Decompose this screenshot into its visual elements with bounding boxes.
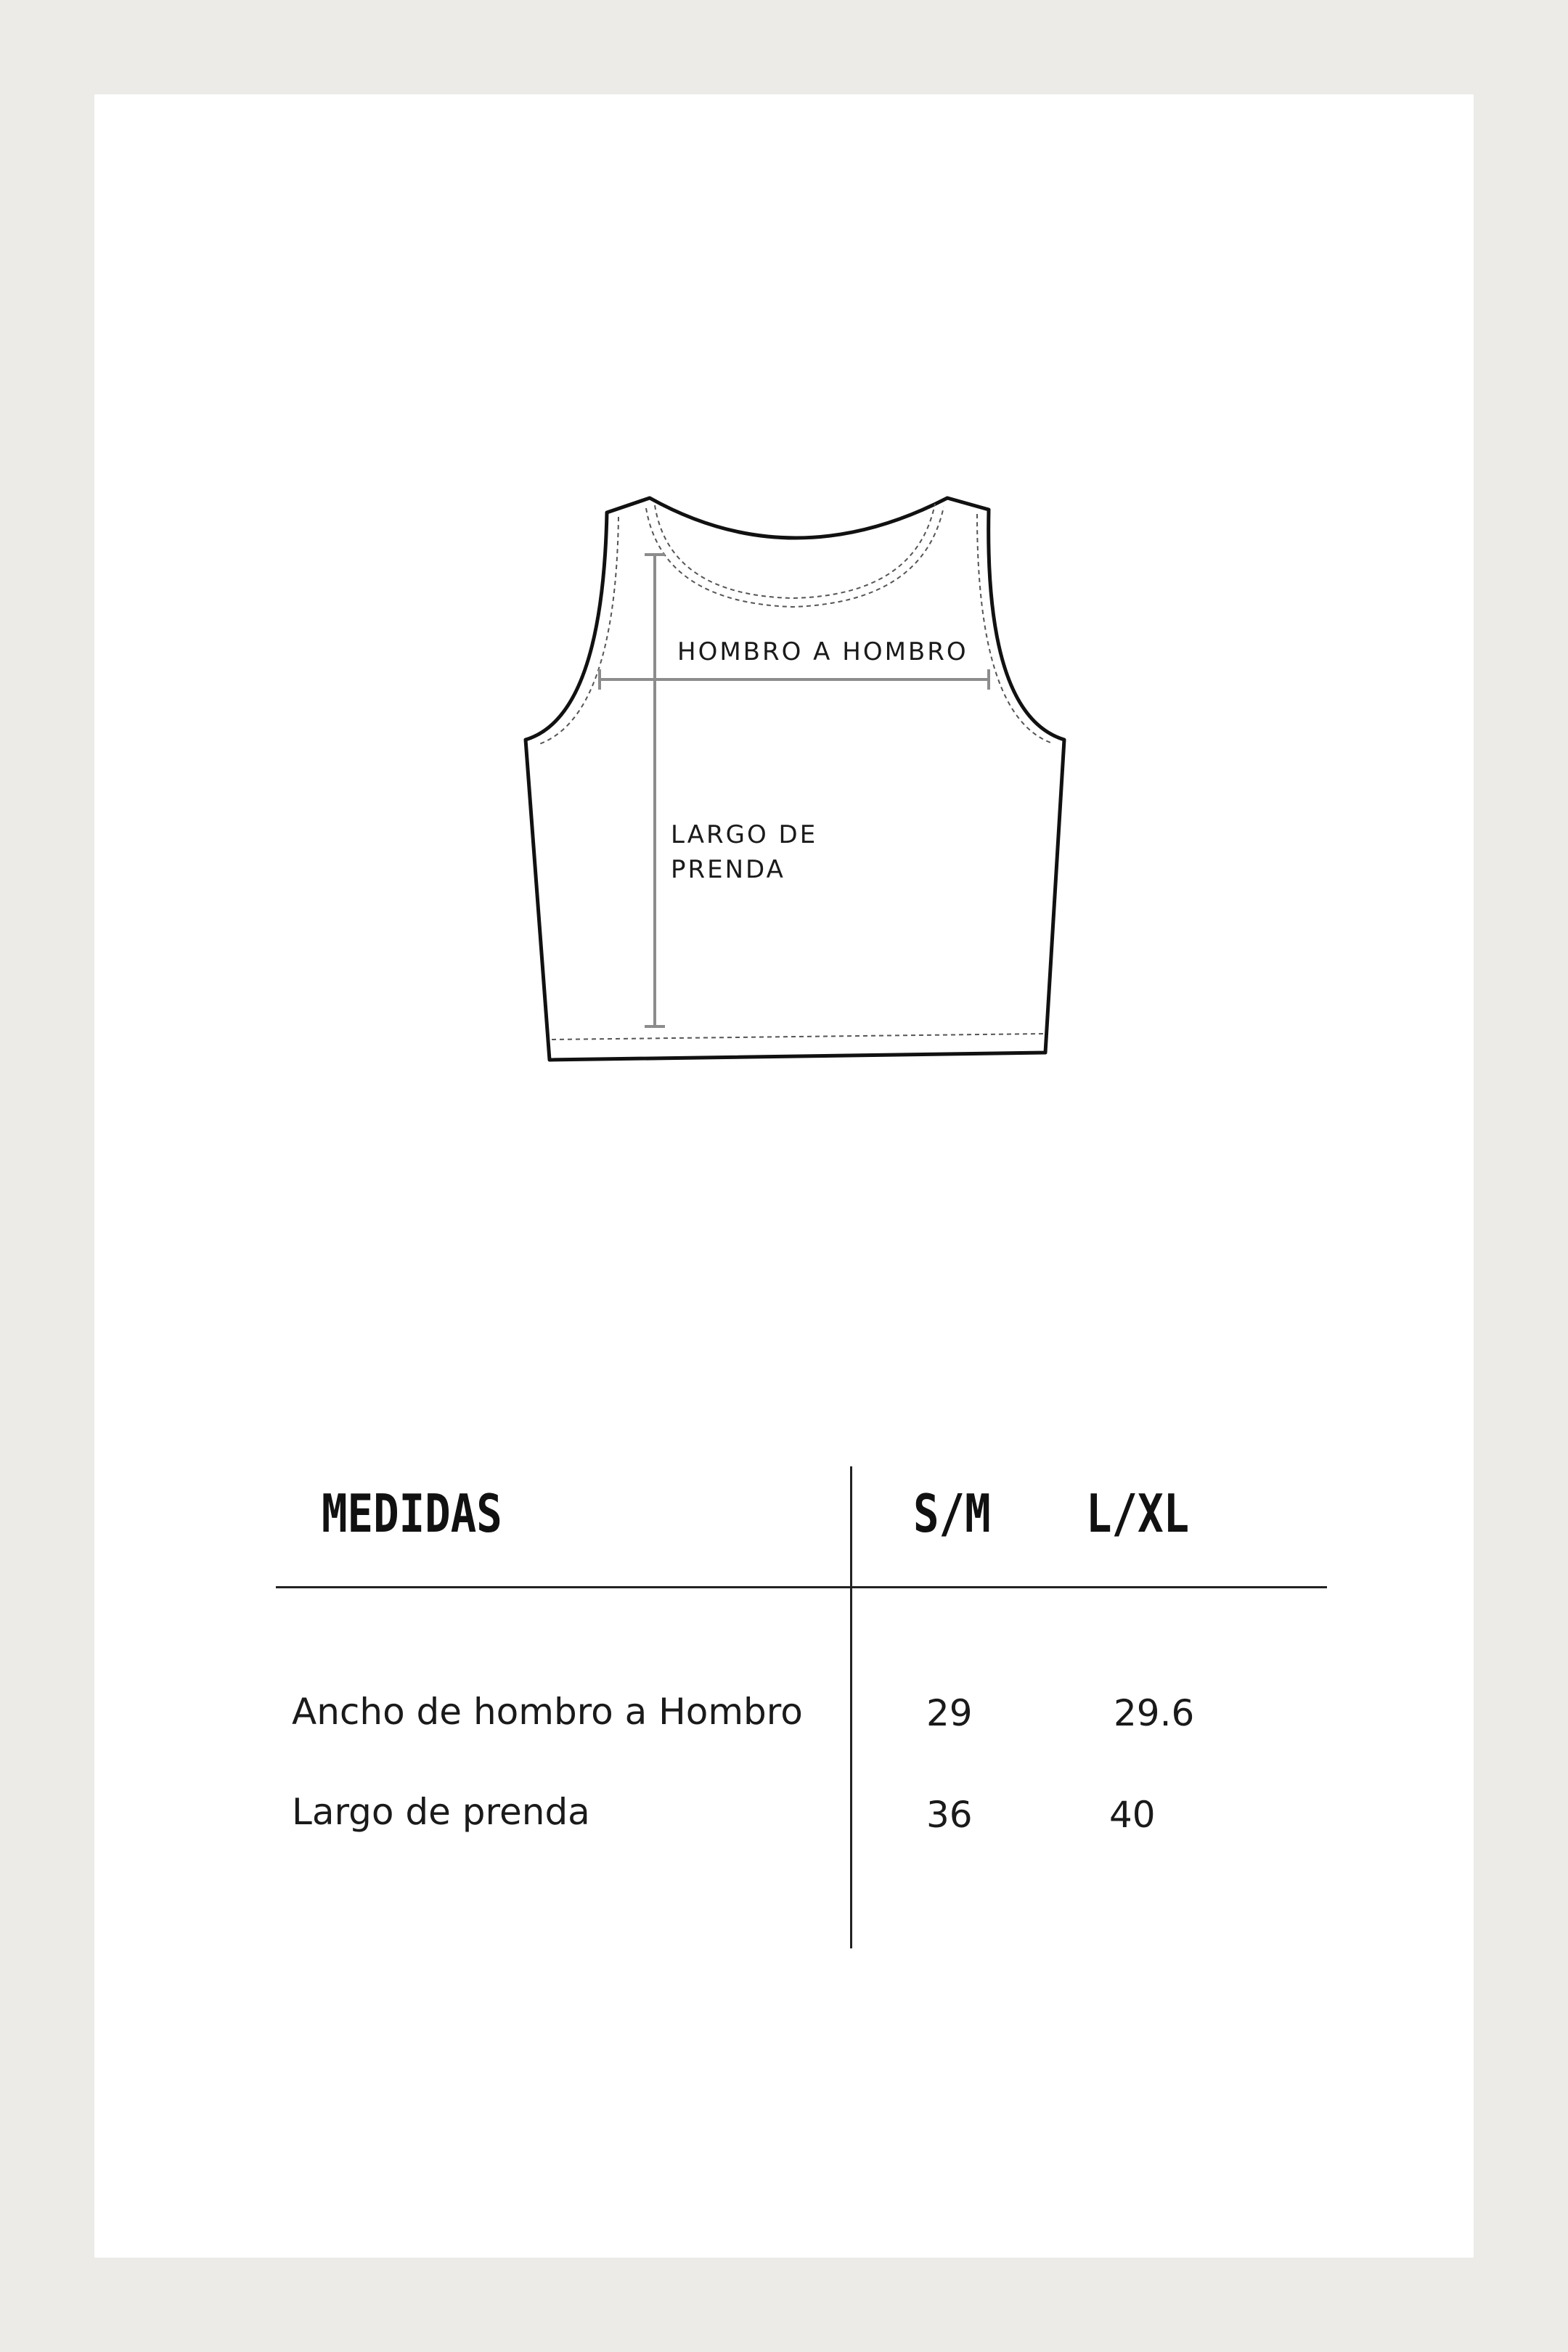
row-label-shoulder-width: Ancho de hombro a Hombro xyxy=(292,1691,803,1733)
row-label-garment-length: Largo de prenda xyxy=(292,1791,590,1833)
size-guide-card xyxy=(94,94,1474,2258)
table-column-divider xyxy=(850,1466,852,1948)
shoulder-label: HOMBRO A HOMBRO xyxy=(677,637,968,666)
cell-garment-length-sm: 36 xyxy=(926,1794,973,1836)
crop-top-diagram xyxy=(94,94,1474,1111)
column-header-sm: S/M xyxy=(913,1483,991,1544)
length-label-line2: PRENDA xyxy=(671,855,785,884)
length-label-line1: LARGO DE xyxy=(671,820,818,849)
hem-stitch xyxy=(552,1034,1044,1040)
neckline-stitch xyxy=(646,507,944,607)
cell-garment-length-lxl: 40 xyxy=(1109,1794,1156,1836)
table-title: MEDIDAS xyxy=(322,1483,502,1544)
table-header-divider xyxy=(276,1586,1327,1588)
garment-outline xyxy=(526,498,1064,1060)
column-header-lxl: L/XL xyxy=(1086,1483,1190,1544)
cell-shoulder-width-sm: 29 xyxy=(926,1692,973,1734)
cell-shoulder-width-lxl: 29.6 xyxy=(1114,1692,1195,1734)
